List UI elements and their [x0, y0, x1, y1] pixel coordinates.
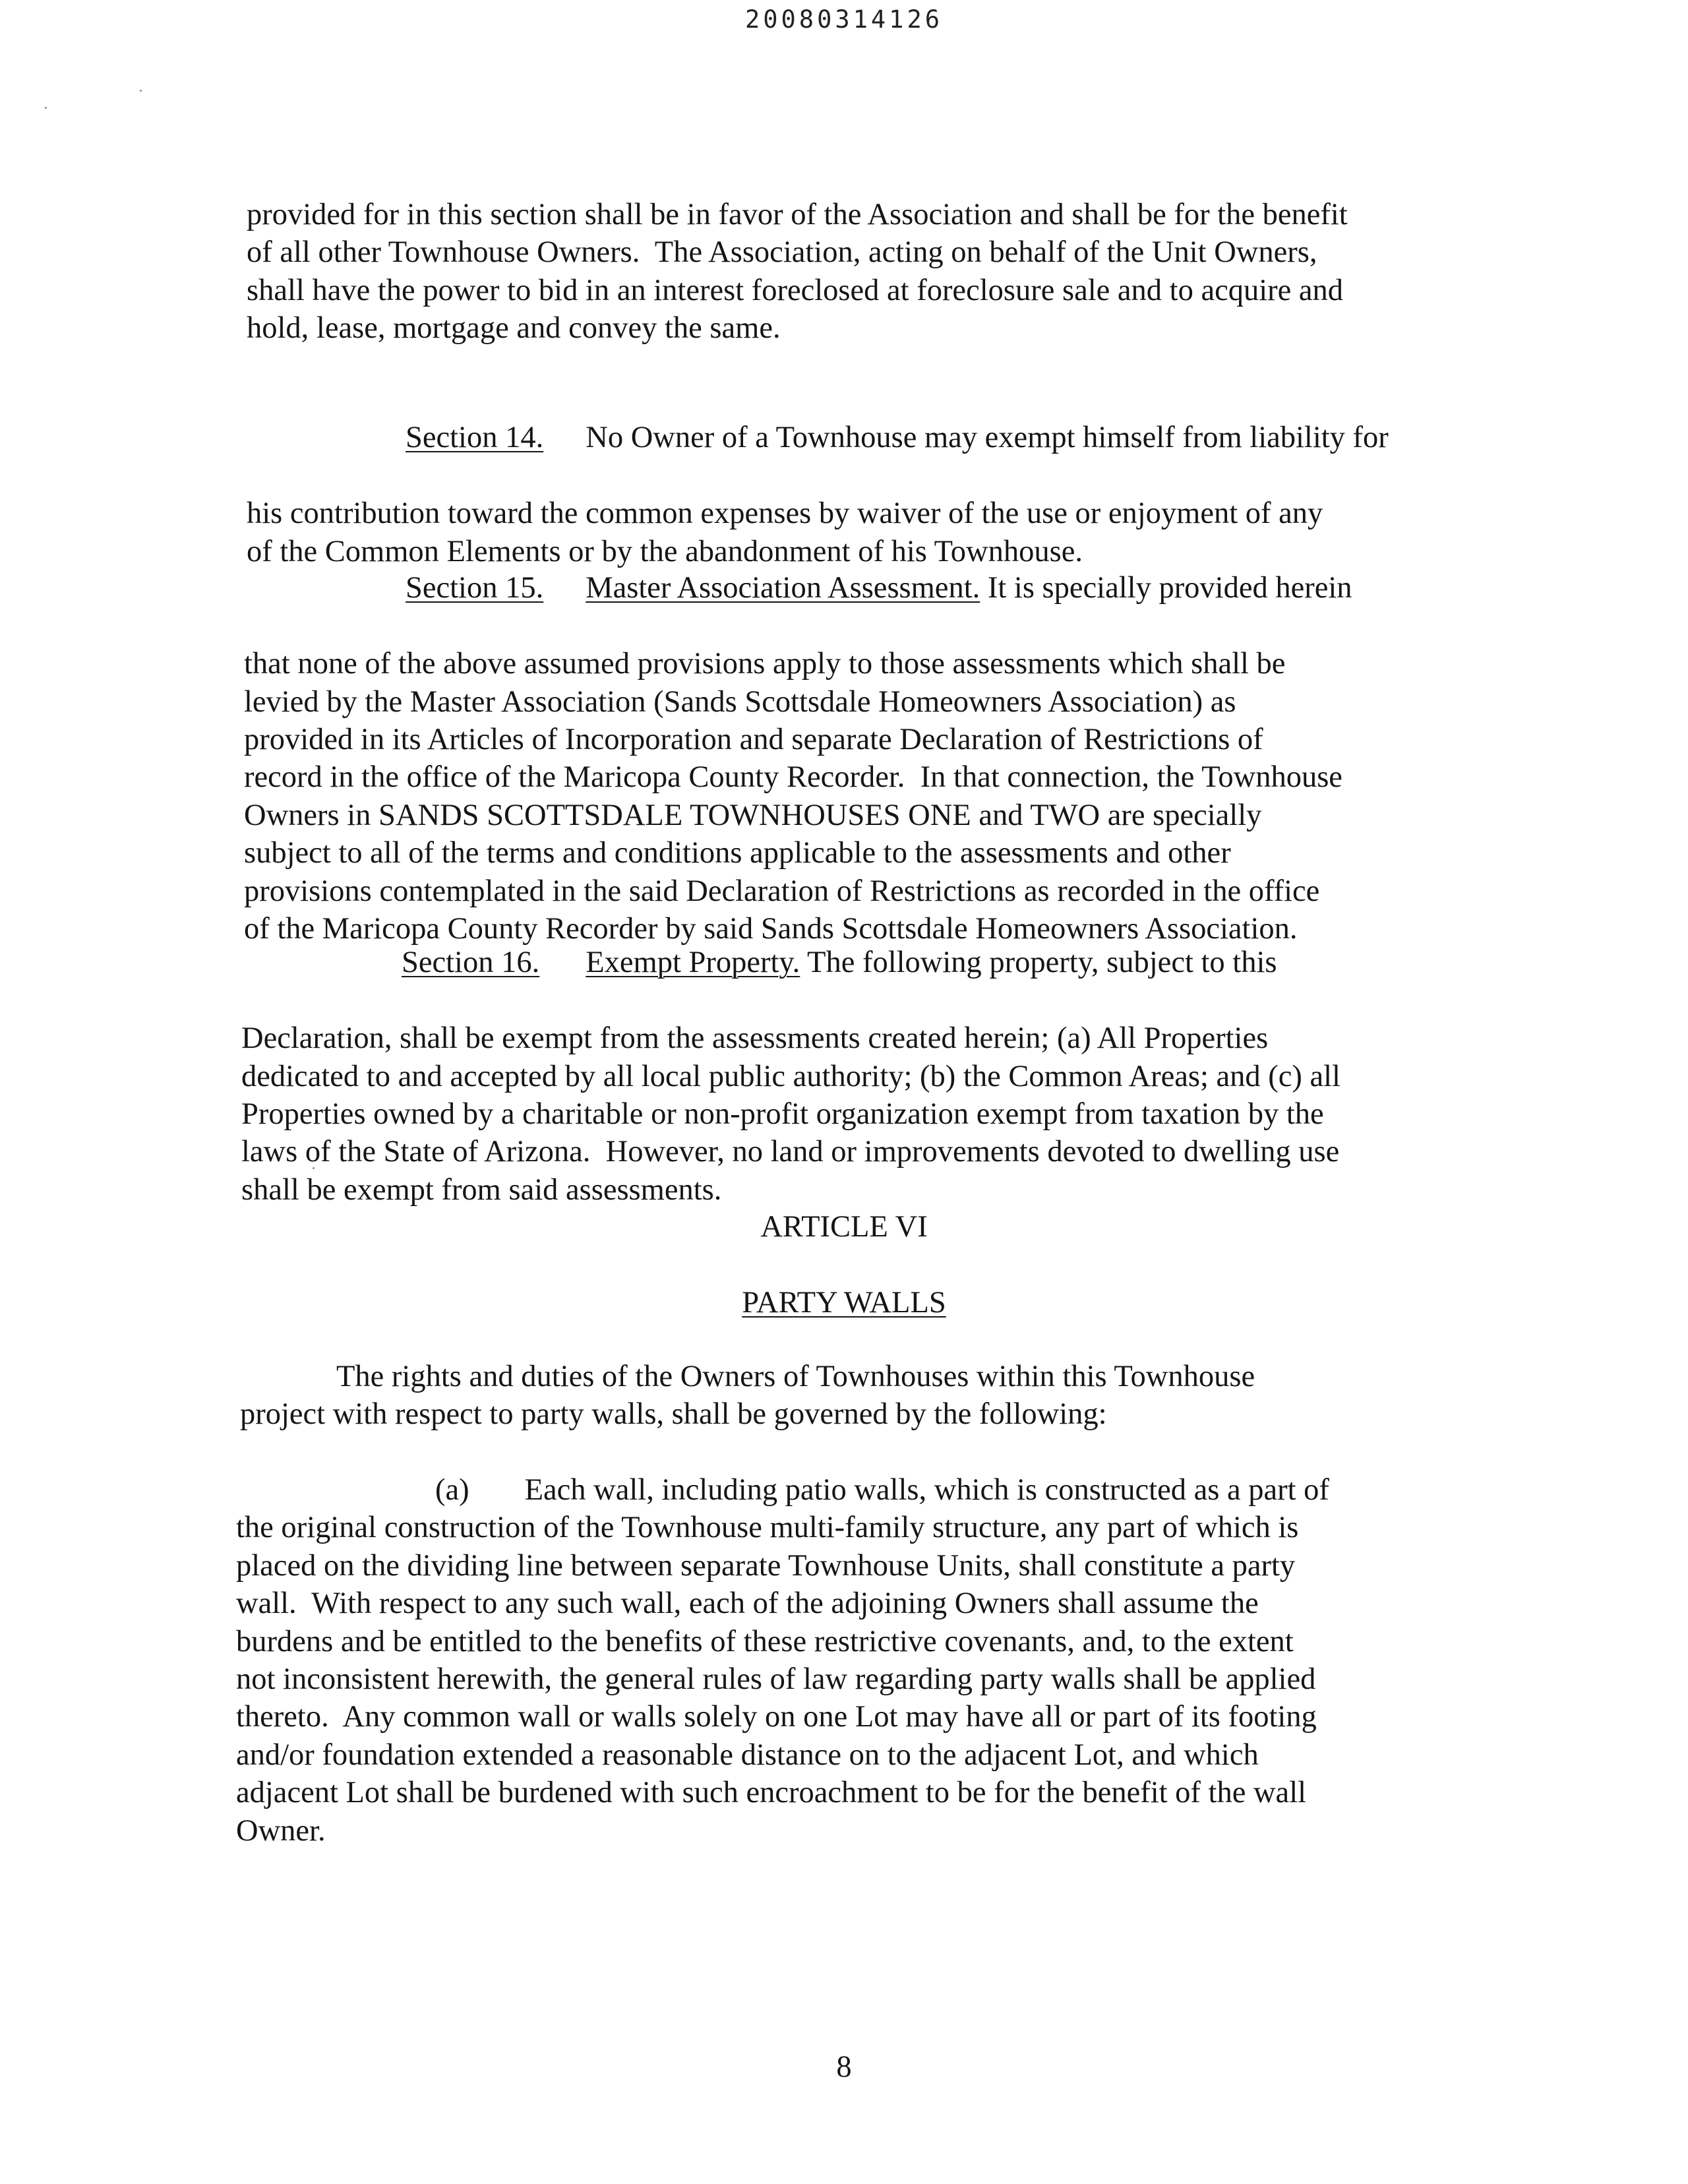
article-number: ARTICLE VI: [760, 1210, 928, 1244]
text-line: laws of the State of Arizona. However, no land or improvements devoted to dwelling use: [241, 1135, 1340, 1169]
section-16-first-line: [241, 906, 1441, 1019]
section-16-paragraph: [241, 906, 1441, 1209]
article-title: [0, 1284, 1688, 1321]
clause-a-first-line: [236, 1471, 1436, 1509]
section-14-text: No Owner of a Townhouse may exempt himself from liability for: [586, 421, 1389, 455]
text-line: and/or foundation extended a reasonable distance on to the adjacent Lot, and which: [236, 1738, 1259, 1772]
section-15-first-line: [244, 531, 1444, 645]
text-line: Properties owned by a charitable or non-profit organization exempt from taxation by the: [241, 1097, 1324, 1132]
intro-first-line: [240, 1358, 1440, 1395]
text-line: adjacent Lot shall be burdened with such encroachment to be for the benefit of the wall: [236, 1776, 1307, 1810]
text-line: provided for in this section shall be in favor of the Association and shall be for the benefit: [247, 198, 1348, 231]
clause-a-marker: (a): [435, 1473, 469, 1507]
text-line: of all other Townhouse Owners. The Association, acting on behalf of the Unit Owners,: [247, 235, 1317, 270]
page-number: 8: [836, 2050, 852, 2084]
text-line: project with respect to party walls, shall be governed by the following:: [240, 1397, 1107, 1432]
text-line: of the Maricopa County Recorder by said Sands Scottsdale Homeowners Association.: [244, 912, 1298, 946]
scan-speck: [45, 107, 47, 109]
text-line: Owner.: [236, 1813, 326, 1848]
section-16-label: Section 16.: [402, 946, 540, 980]
article-title-text: PARTY WALLS: [742, 1286, 946, 1320]
section-15-text: It is specially provided herein: [980, 571, 1352, 605]
section-14-first-line: [247, 381, 1447, 495]
text-line: burdens and be entitled to the benefits of these restrictive covenants, and, to the extent: [236, 1624, 1294, 1658]
clause-a-text: Each wall, including patio walls, which is constructed as a part of: [524, 1473, 1329, 1507]
text-line: dedicated to and accepted by all local public authority; (b) the Common Areas; and (c) all: [241, 1059, 1341, 1093]
text-line: not inconsistent herewith, the general rules of law regarding party walls shall be applied: [236, 1662, 1316, 1697]
text-line: that none of the above assumed provisions apply to those assessments which shall be: [244, 647, 1286, 681]
intro-text: The rights and duties of the Owners of Townhouses within this Townhouse: [336, 1360, 1255, 1393]
continuation-paragraph: [247, 196, 1447, 348]
text-line: shall have the power to bid in an interest foreclosed at foreclosure sale and to acquire and: [247, 273, 1344, 307]
text-line: levied by the Master Association (Sands Scottsdale Homeowners Association) as: [244, 684, 1236, 719]
section-15-paragraph: [244, 531, 1444, 948]
text-line: shall be exempt from said assessments.: [241, 1172, 722, 1207]
intro-paragraph: [240, 1358, 1440, 1434]
text-line: of the Common Elements or by the abandonment of his Townhouse.: [247, 534, 1083, 568]
text-line: provisions contemplated in the said Declaration of Restrictions as recorded in the office: [244, 874, 1320, 908]
scan-speck: [140, 90, 142, 92]
text-line: provided in its Articles of Incorporation and separate Declaration of Restrictions of: [244, 723, 1263, 757]
text-line: placed on the dividing line between separate Townhouse Units, shall constitute a party: [236, 1548, 1296, 1583]
recording-number: 20080314126: [744, 5, 944, 34]
text-line: his contribution toward the common expenses by waiver of the use or enjoyment of any: [247, 497, 1323, 531]
text-line: thereto. Any common wall or walls solely on one Lot may have all or part of its footing: [236, 1700, 1317, 1734]
text-line: wall. With respect to any such wall, each of the adjoining Owners shall assume the: [236, 1587, 1259, 1621]
section-16-title: Exempt Property.: [586, 946, 800, 980]
section-15-label: Section 15.: [406, 571, 544, 605]
clause-a-paragraph: [236, 1471, 1436, 1850]
section-15-title: Master Association Assessment.: [586, 571, 980, 605]
text-line: hold, lease, mortgage and convey the same.: [247, 311, 781, 346]
text-line: subject to all of the terms and conditions applicable to the assessments and other: [244, 836, 1231, 870]
text-line: Declaration, shall be exempt from the assessments created herein; (a) All Properties: [241, 1021, 1269, 1056]
section-14-label: Section 14.: [406, 421, 544, 455]
text-line: record in the office of the Maricopa County Recorder. In that connection, the Townhouse: [244, 760, 1342, 795]
text-line: Owners in SANDS SCOTTSDALE TOWNHOUSES ONE and TWO are specially: [244, 798, 1262, 832]
section-16-text: The following property, subject to this: [800, 946, 1277, 980]
text-line: the original construction of the Townhouse multi-family structure, any part of which is: [236, 1511, 1299, 1545]
